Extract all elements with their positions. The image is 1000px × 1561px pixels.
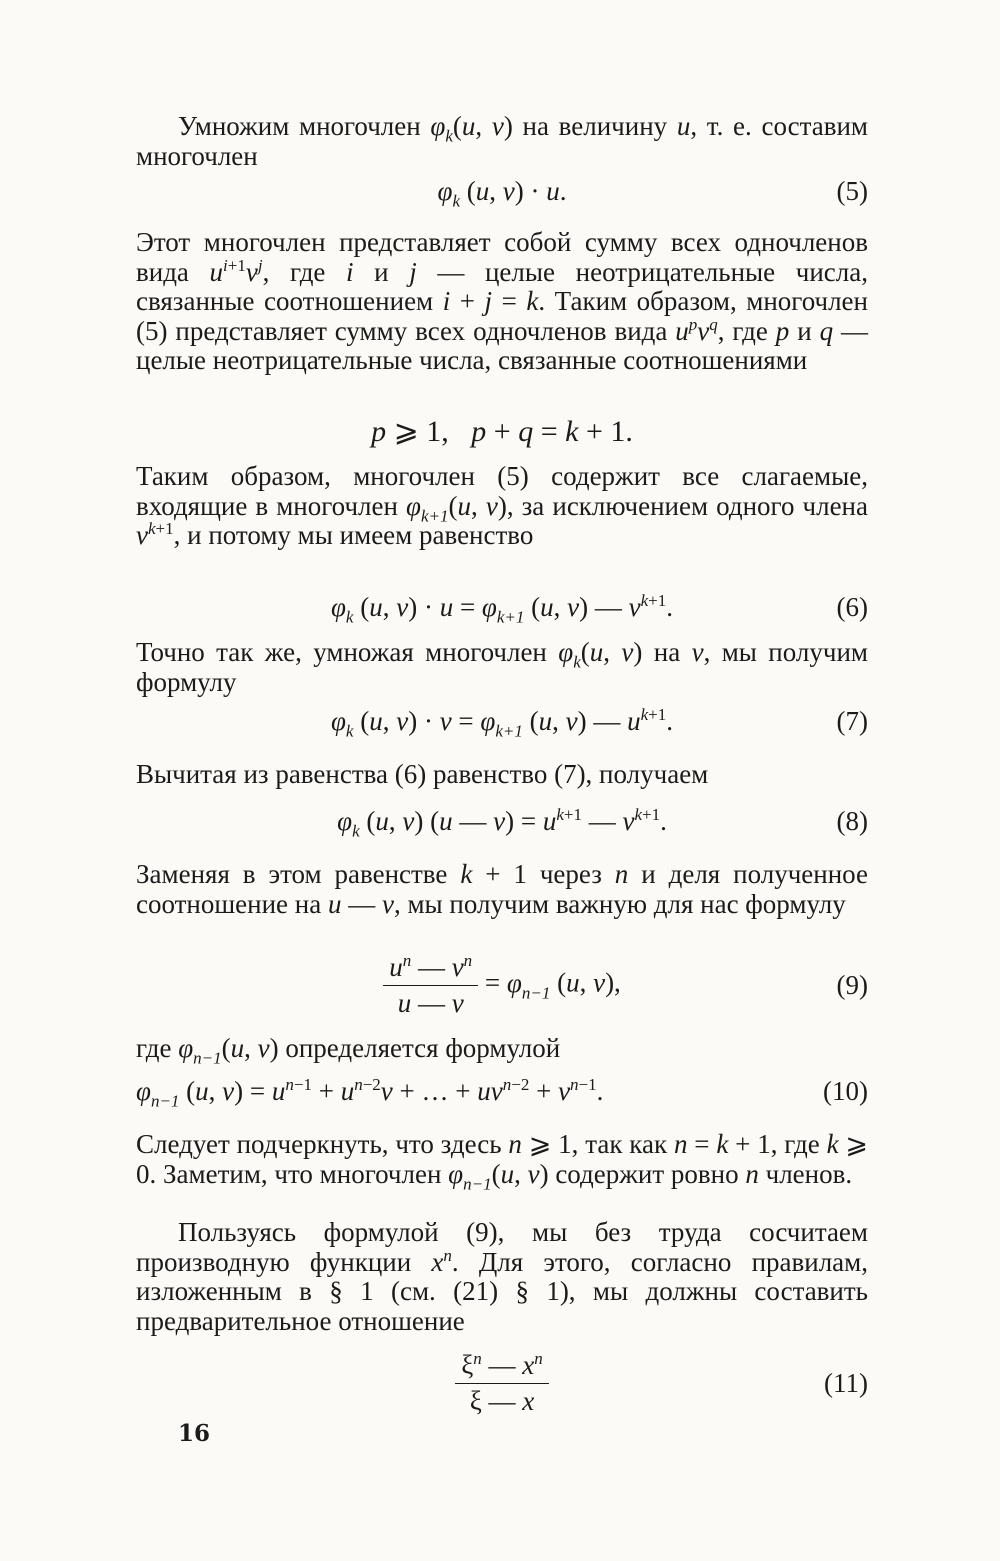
equation-number: (11) — [824, 1368, 868, 1398]
fraction: $\frac{\xi^n — x^n}{\xi — x}$ — [455, 1350, 549, 1417]
paragraph-1: Умножим многочлен $\varphi_k(u$, v) на величину u, т. е. составим многочлен — [136, 111, 868, 171]
equation-8: $\varphi_k$ (u, v) (u — $v) = u^{k+1}$ — $v^{k+1}$. (8) — [337, 805, 868, 841]
equation-number: (7) — [836, 706, 868, 736]
equation-number: (5) — [836, 176, 868, 206]
equation-number: (10) — [823, 1076, 868, 1106]
paragraph-8: Следует подчеркнуть, что здесь n ⩾ 1, так как n = k + 1, где k ⩾ 0. Заметим, что многочлен $\varphi_{n-1}(u$, v) содержит ровно n членов. — [136, 1129, 869, 1193]
equation-number: (6) — [836, 592, 868, 622]
equation-number: (8) — [836, 806, 868, 836]
paragraph-2: Этот многочлен представляет собой сумму всех одночленов вида $u^{i+1}v^j$, где i и j — целые неотрицательные числа, связанные соотношением i + j = k. Таким образом, многочлен (5) представляет сумму всех одночленов вида $u^pv^q$, где p и q — целые неотрицательные числа, связанные соотношениями — [136, 227, 868, 375]
paragraph-5: Вычитая из равенства (6) равенство (7), получаем — [136, 759, 709, 789]
fraction: $\frac{u^n — v^n}{u — v}$ — [383, 952, 478, 1019]
equation-11 — [136, 1350, 868, 1414]
equation-5: $\varphi_k$ (u, v) · u. (5) — [437, 176, 868, 211]
equation-10: $\varphi_{n-1}$ (u, $v) = u^{n-1} + u^{n-2}v$ + … + $uv^{n-2} + v^{n-1}$. (10) — [136, 1075, 868, 1111]
equation-6: $\varphi_k$ (u, $v) \cdot u = \varphi_{k+1}$ (u, v) — $v^{k+1}$. (6) — [330, 591, 868, 627]
paragraph-4: Точно так же, умножая многочлен $\varphi_k(u$, v) на v, мы получим формулу — [136, 637, 868, 697]
equation-9: $\frac{u^n — v^n}{u — v}$ = $\varphi_{n-1}$ (u, v), (9) — [136, 952, 868, 1016]
relations-line: p ⩾ 1, p + q = k + 1. — [371, 415, 633, 448]
paragraph-7: где $\varphi_{n-1}(u$, v) определяется формулой — [136, 1033, 561, 1068]
equation-number: (9) — [836, 970, 868, 1000]
paragraph-6: Заменяя в этом равенстве k + 1 через n и деля полученное соотношение на u — v, мы получим важную для нас формулу — [136, 859, 868, 919]
page-number: 16 — [178, 1420, 211, 1447]
paragraph-3: Таким образом, многочлен (5) содержит все слагаемые, входящие в многочлен $\varphi_{k+1}(u$, v), за исключением одного члена $v^{k+1}$, и потому мы имеем равенство — [136, 461, 868, 550]
equation-7: $\varphi_k$ (u, $v) \cdot v = \varphi_{k+1}$ (u, v) — $u^{k+1}$. (7) — [330, 705, 868, 741]
paragraph-9: Пользуясь формулой (9), мы без труда сосчитаем производную функции $x^n$. Для этого, согласно правилам, изложенным в § 1 (см. (21) § 1), мы должны составить предварительное отношение — [136, 1217, 868, 1336]
